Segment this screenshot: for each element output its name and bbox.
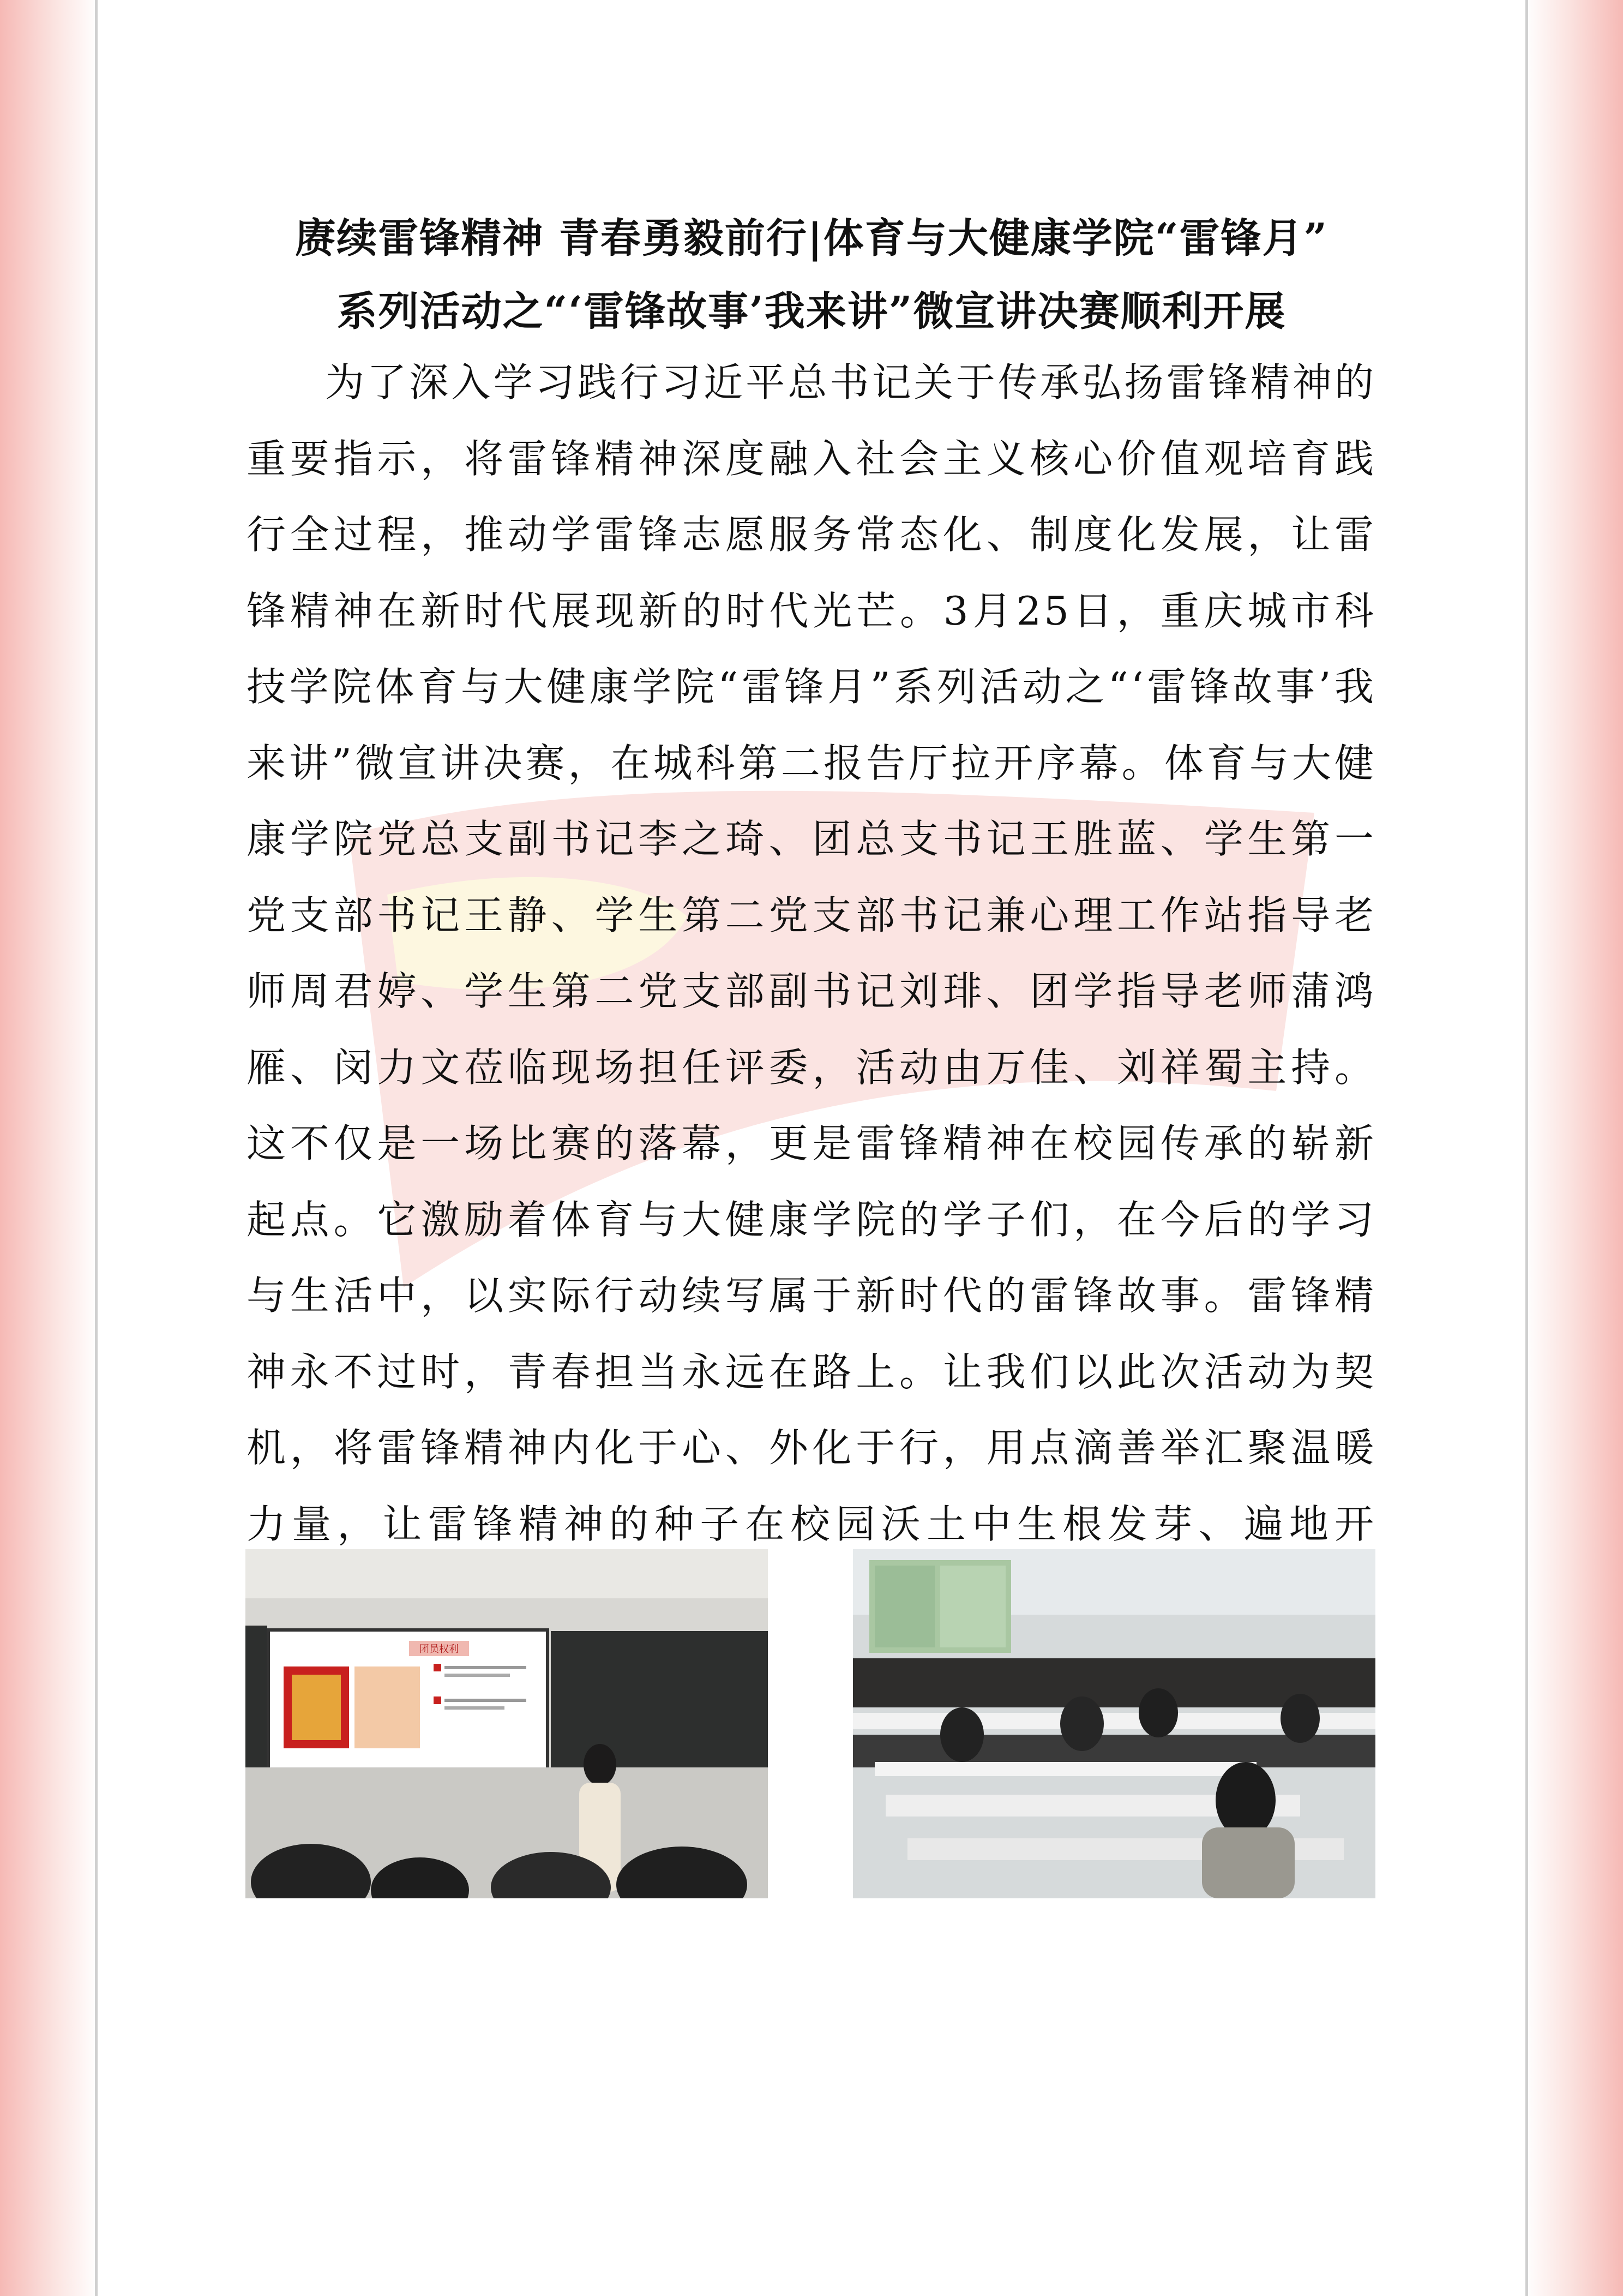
photo-speaker-presentation [245, 1549, 768, 1898]
border-line [95, 0, 98, 2296]
body-paragraph: 为了深入学习践行习近平总书记关于传承弘扬雷锋精神的重要指示，将雷锋精神深度融入社会主义核心价值观培育践行全过程，推动学雷锋志愿服务常态化、制度化发展，让雷锋精神在新时代展现新的时代光芒。3月25日，重庆城市科技学院体育与大健康学院“雷锋月”系列活动之“‘雷锋故事’我来讲”微宣讲决赛，在城科第二报告厅拉开序幕。体育与大健康学院党总支副书记李之琦、团总支书记王胜蓝、学生第一党支部书记王静、学生第二党支部书记兼心理工作站指导老师周君婷、学生第二党支部副书记刘琲、团学指导老师蒲鸿雁、闵力文莅临现场担任评委，活动由万佳、刘祥蜀主持。这不仅是一场比赛的落幕，更是雷锋精神在校园传承的崭新起点。它激励着体育与大健康学院的学子们，在今后的学习与生活中，以实际行动续写属于新时代的雷锋故事。雷锋精神永不过时，青春担当永远在路上。让我们以此次活动为契机，将雷锋精神内化于心、外化于行，用点滴善举汇聚温暖力量，让雷锋精神的种子在校园沃土中生根发芽、遍地开 [247, 359, 1376, 1547]
page-border-right [1525, 0, 1623, 2296]
photo-audience [853, 1549, 1375, 1898]
article-body [247, 345, 1376, 1639]
title-line-2: 系列活动之“‘雷锋故事’我来讲”微宣讲决赛顺利开展 [336, 288, 1287, 335]
title-line-1: 赓续雷锋精神 青春勇毅前行|体育与大健康学院“雷锋月” [295, 215, 1328, 262]
article-title [245, 202, 1378, 348]
page-border-left [0, 0, 98, 2296]
border-line [1525, 0, 1528, 2296]
slide-caption: 团员权利 [419, 1644, 459, 1655]
